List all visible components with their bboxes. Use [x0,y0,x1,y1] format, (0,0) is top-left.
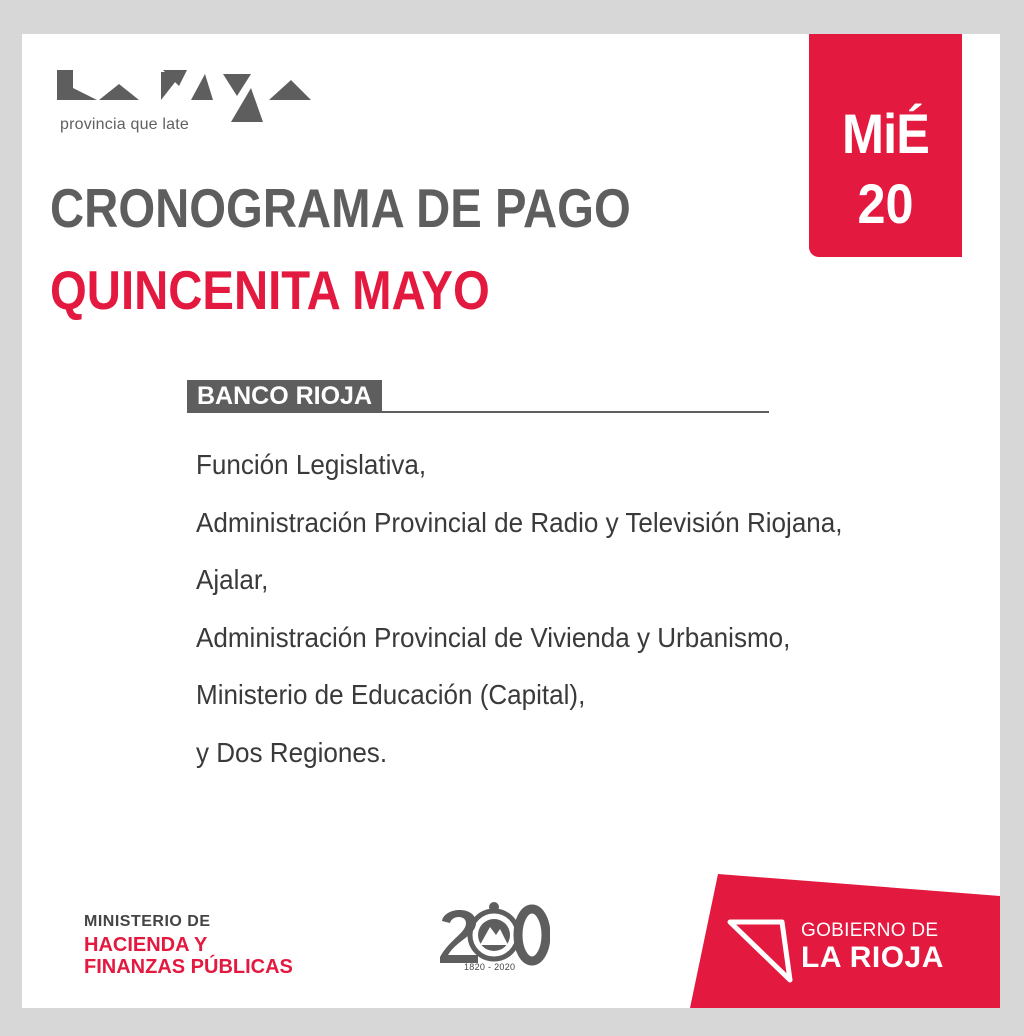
date-day: MiÉ [842,102,929,165]
page-title: CRONOGRAMA DE PAGO [50,177,631,239]
bank-underline [187,411,769,413]
list-item: Ministerio de Educación (Capital), [196,679,586,710]
list-item: Administración Provincial de Radio y Televisión Riojana, [196,506,843,538]
announcement-card [22,34,1000,1008]
bank-label: BANCO RIOJA [187,380,382,412]
list-item: Ajalar, [196,564,269,595]
government-line2: LA RIOJA [801,941,944,974]
date-number: 20 [857,172,914,235]
government-text [801,921,944,973]
entity-list [196,436,891,781]
ministry-logo [84,914,293,978]
list-item: Función Legislativa, [196,449,427,480]
list-item: y Dos Regiones. [196,736,388,768]
list-item: Administración Provincial de Vivienda y Urbanismo, [196,621,791,653]
ministry-label: MINISTERIO DE [84,913,211,930]
date-badge [809,34,962,257]
ministry-name-line2: FINANZAS PÚBLICAS [84,956,293,978]
government-line1: GOBIERNO DE [801,920,939,941]
bicentennial-years: 1820 - 2020 [464,962,516,972]
ministry-name-line1: HACIENDA Y [84,934,208,956]
brand-tagline: provincia que late [60,116,190,133]
page-subtitle: QUINCENITA MAYO [50,259,490,321]
